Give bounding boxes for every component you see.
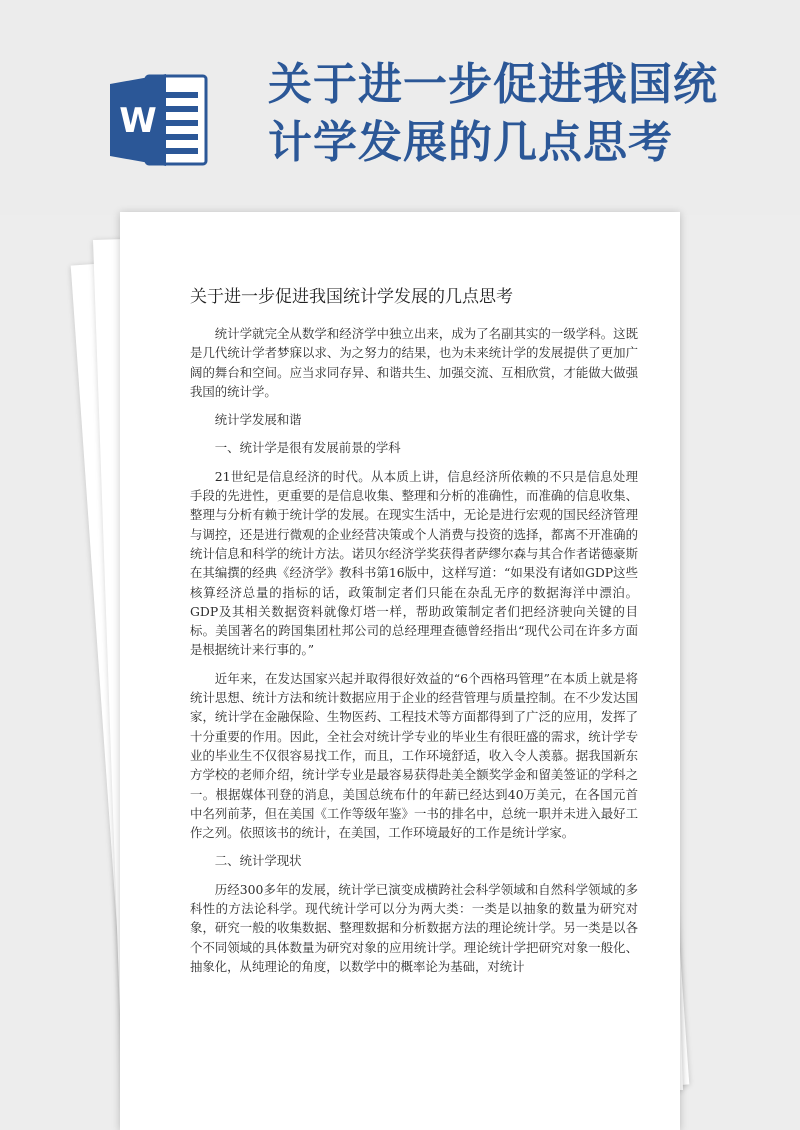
document-page bbox=[120, 212, 680, 1130]
section-heading-2: 二、统计学现状 bbox=[214, 853, 302, 869]
banner-title-line-1: 关于进一步促进我国统 bbox=[268, 59, 718, 110]
body-paragraph: 近年来，在发达国家兴起并取得很好效益的“6个西格玛管理”在本质上就是将统计思想、统计方法和统计数据应用于企业的经营管理与质量控制。在不少发达国家，统计学在金融保险、生物医药、工程技术等方面都得到了广泛的应用，发挥了十分重要的作用。因此，全社会对统计学专业的毕业生有很旺盛的需求，统计学专业的毕业生不仅很容易找工作，而且，工作环境舒适，收入令人羡慕。据我国新东方学校的老师介绍，统计学专业是最容易获得赴美全额奖学金和留美签证的学科之一。根据媒体刊登的消息，美国总统布什的年薪已经达到40万美元，在各国元首中名列前茅，但在美国《工作等级年鉴》一书的排名中，总统一职并未进入最好工作之列。依照该书的统计，在美国，工作环境最好的工作是统计学家。 bbox=[190, 670, 638, 841]
section-heading-1: 一、统计学是很有发展前景的学科 bbox=[214, 440, 401, 456]
document-title: 关于进一步促进我国统计学发展的几点思考 bbox=[190, 287, 513, 307]
banner-title-line-2: 计学发展的几点思考 bbox=[268, 117, 673, 168]
intro-paragraph: 统计学就完全从数学和经济学中独立出来，成为了名副其实的一级学科。这既是几代统计学者梦寐以求、为之努力的结果，也为未来统计学的发展提供了更加广阔的舞台和空间。应当求同存异、和谐共生、加强交流、互相欣赏，才能做大做强我国的统计学。 bbox=[190, 326, 638, 399]
banner-title bbox=[268, 56, 768, 172]
banner bbox=[0, 0, 800, 215]
keywords-line: 统计学发展和谐 bbox=[214, 412, 302, 428]
body-paragraph: 历经300多年的发展，统计学已演变成横跨社会科学领域和自然科学领域的多科性的方法论科学。现代统计学可以分为两大类：一类是以抽象的数量为研究对象，研究一般的收集数据、整理数据和分析数据方法的理论统计学。另一类是以各个不同领域的具体数量为研究对象的应用统计学。理论统计学把研究对象一般化、抽象化，从纯理论的角度，以数学中的概率论为基础，对统计 bbox=[190, 881, 638, 974]
document-body bbox=[190, 324, 638, 985]
word-icon-letter: W bbox=[119, 101, 157, 141]
body-paragraph: 21世纪是信息经济的时代。从本质上讲，信息经济所依赖的不只是信息处理手段的先进性，更重要的是信息收集、整理和分析的准确性，而准确的信息收集、整理与分析有赖于统计学的发展。在现实生活中，无论是进行宏观的国民经济管理与调控，还是进行微观的企业经营决策或个人消费与投资的选择，都离不开准确的统计信息和科学的统计方法。诺贝尔经济学奖获得者萨缪尔森与其合作者诺德豪斯在其编撰的经典《经济学》教科书第16版中，这样写道：“如果没有诸如GDP这些核算经济总量的指标的话，政策制定者们只能在杂乱无序的数据海洋中漂泊。GDP及其相关数据资料就像灯塔一样，帮助政策制定者们把经济驶向关键的目标。美国著名的跨国集团杜邦公司的总经理理查德曾经指出“现代公司在许多方面是根据统计来行事的。” bbox=[190, 468, 638, 658]
word-document-icon bbox=[110, 70, 210, 170]
